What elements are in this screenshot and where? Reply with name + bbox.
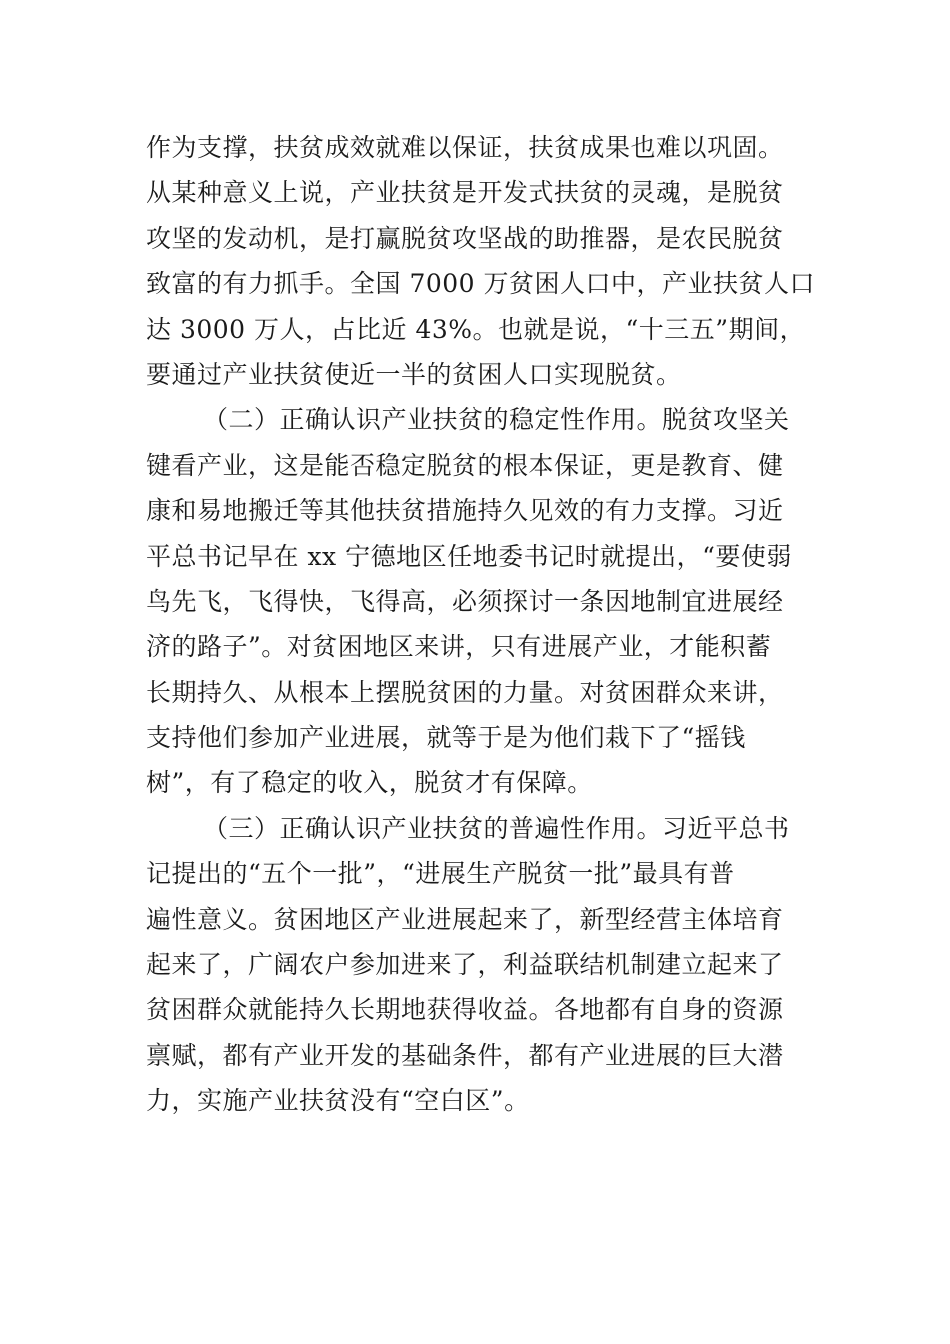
- text-line: 致富的有力抓手。全国 7000 万贫困人口中，产业扶贫人口: [146, 269, 816, 299]
- text-line: 记提出的“五个一批”，“进展生产脱贫一批”最具有普: [146, 859, 735, 889]
- text-line: 力，实施产业扶贫没有“空白区”。: [146, 1086, 530, 1116]
- text-line: 起来了，广阔农户参加进来了，利益联结机制建立起来了: [146, 950, 784, 980]
- text-line: 鸟先飞，飞得快，飞得高，必须探讨一条因地制宜进展经: [146, 586, 784, 616]
- document-body: [146, 125, 816, 1124]
- paragraph-first-line: （二）正确认识产业扶贫的稳定性作用。脱贫攻坚关: [203, 405, 790, 435]
- text-line: 遍性意义。贫困地区产业进展起来了，新型经营主体培育: [146, 904, 784, 934]
- text-line: 康和易地搬迁等其他扶贫措施持久见效的有力支撑。习近: [146, 496, 784, 526]
- text-line: 作为支撑，扶贫成效就难以保证，扶贫成果也难以巩固。: [146, 133, 784, 162]
- text-line: 长期持久、从根本上摆脱贫困的力量。对贫困群众来讲，: [146, 677, 784, 707]
- text-line: 键看产业，这是能否稳定脱贫的根本保证，更是教育、健: [146, 450, 784, 480]
- paragraph-first-line: （三）正确认识产业扶贫的普遍性作用。习近平总书: [203, 813, 790, 843]
- text-line: 平总书记早在 xx 宁德地区任地委书记时就提出，“要使弱: [146, 541, 792, 571]
- text-line: 贫困群众就能持久长期地获得收益。各地都有自身的资源: [146, 995, 784, 1025]
- text-line: 达 3000 万人，占比近 43%。也就是说，“十三五”期间，: [146, 314, 806, 344]
- text-line: 济的路子”。对贫困地区来讲，只有进展产业，才能积蓄: [146, 632, 772, 662]
- text-line: 支持他们参加产业进展，就等于是为他们栽下了“摇钱: [146, 723, 746, 753]
- text-line: 攻坚的发动机，是打赢脱贫攻坚战的助推器，是农民脱贫: [146, 223, 784, 253]
- text-line: 禀赋，都有产业开发的基础条件，都有产业进展的巨大潜: [146, 1040, 784, 1070]
- text-line: 树”，有了稳定的收入，脱贫才有保障。: [146, 768, 593, 798]
- text-line: 要通过产业扶贫使近一半的贫困人口实现脱贫。: [146, 359, 682, 389]
- text-line: 从某种意义上说，产业扶贫是开发式扶贫的灵魂，是脱贫: [146, 178, 784, 208]
